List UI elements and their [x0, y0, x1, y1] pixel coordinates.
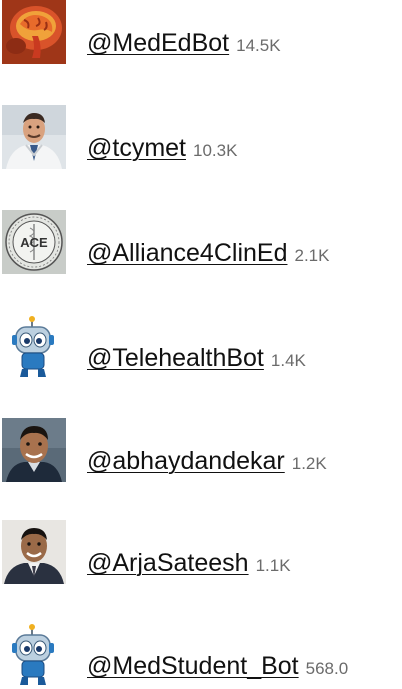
list-item	[0, 623, 402, 689]
brain-illustration-avatar	[2, 0, 66, 64]
list-item	[0, 0, 402, 66]
man-suit-portrait-avatar	[2, 520, 66, 584]
list-item	[0, 315, 402, 381]
account-handle-link[interactable]: @abhaydandekar	[87, 447, 285, 475]
follower-count: 10.3K	[193, 141, 238, 160]
follower-count: 1.2K	[291, 454, 327, 473]
follower-count: 1.4K	[270, 351, 306, 370]
account-handle-link[interactable]: @ArjaSateesh	[87, 549, 249, 577]
account-handle-link[interactable]: @MedEdBot	[87, 29, 230, 57]
follower-count: 1.1K	[255, 556, 291, 575]
follower-count: 2.1K	[294, 246, 330, 265]
account-handle-link[interactable]: @Alliance4ClinEd	[87, 239, 288, 267]
doctor-white-coat-avatar	[2, 105, 66, 169]
follower-count: 568.0	[305, 659, 349, 678]
account-handle-link[interactable]: @TelehealthBot	[87, 344, 264, 372]
robot-mascot-avatar	[2, 623, 66, 687]
ace-seal-text: ACE	[20, 235, 48, 250]
account-handle-link[interactable]: @tcymet	[87, 134, 186, 162]
account-handle-link[interactable]: @MedStudent_Bot	[87, 652, 299, 680]
list-item	[0, 520, 402, 586]
follower-count: 14.5K	[236, 36, 281, 55]
list-item	[0, 210, 402, 276]
list-item	[0, 105, 402, 171]
robot-mascot-avatar	[2, 315, 66, 379]
man-portrait-avatar	[2, 418, 66, 482]
list-item	[0, 418, 402, 484]
ace-seal-avatar	[2, 210, 66, 274]
